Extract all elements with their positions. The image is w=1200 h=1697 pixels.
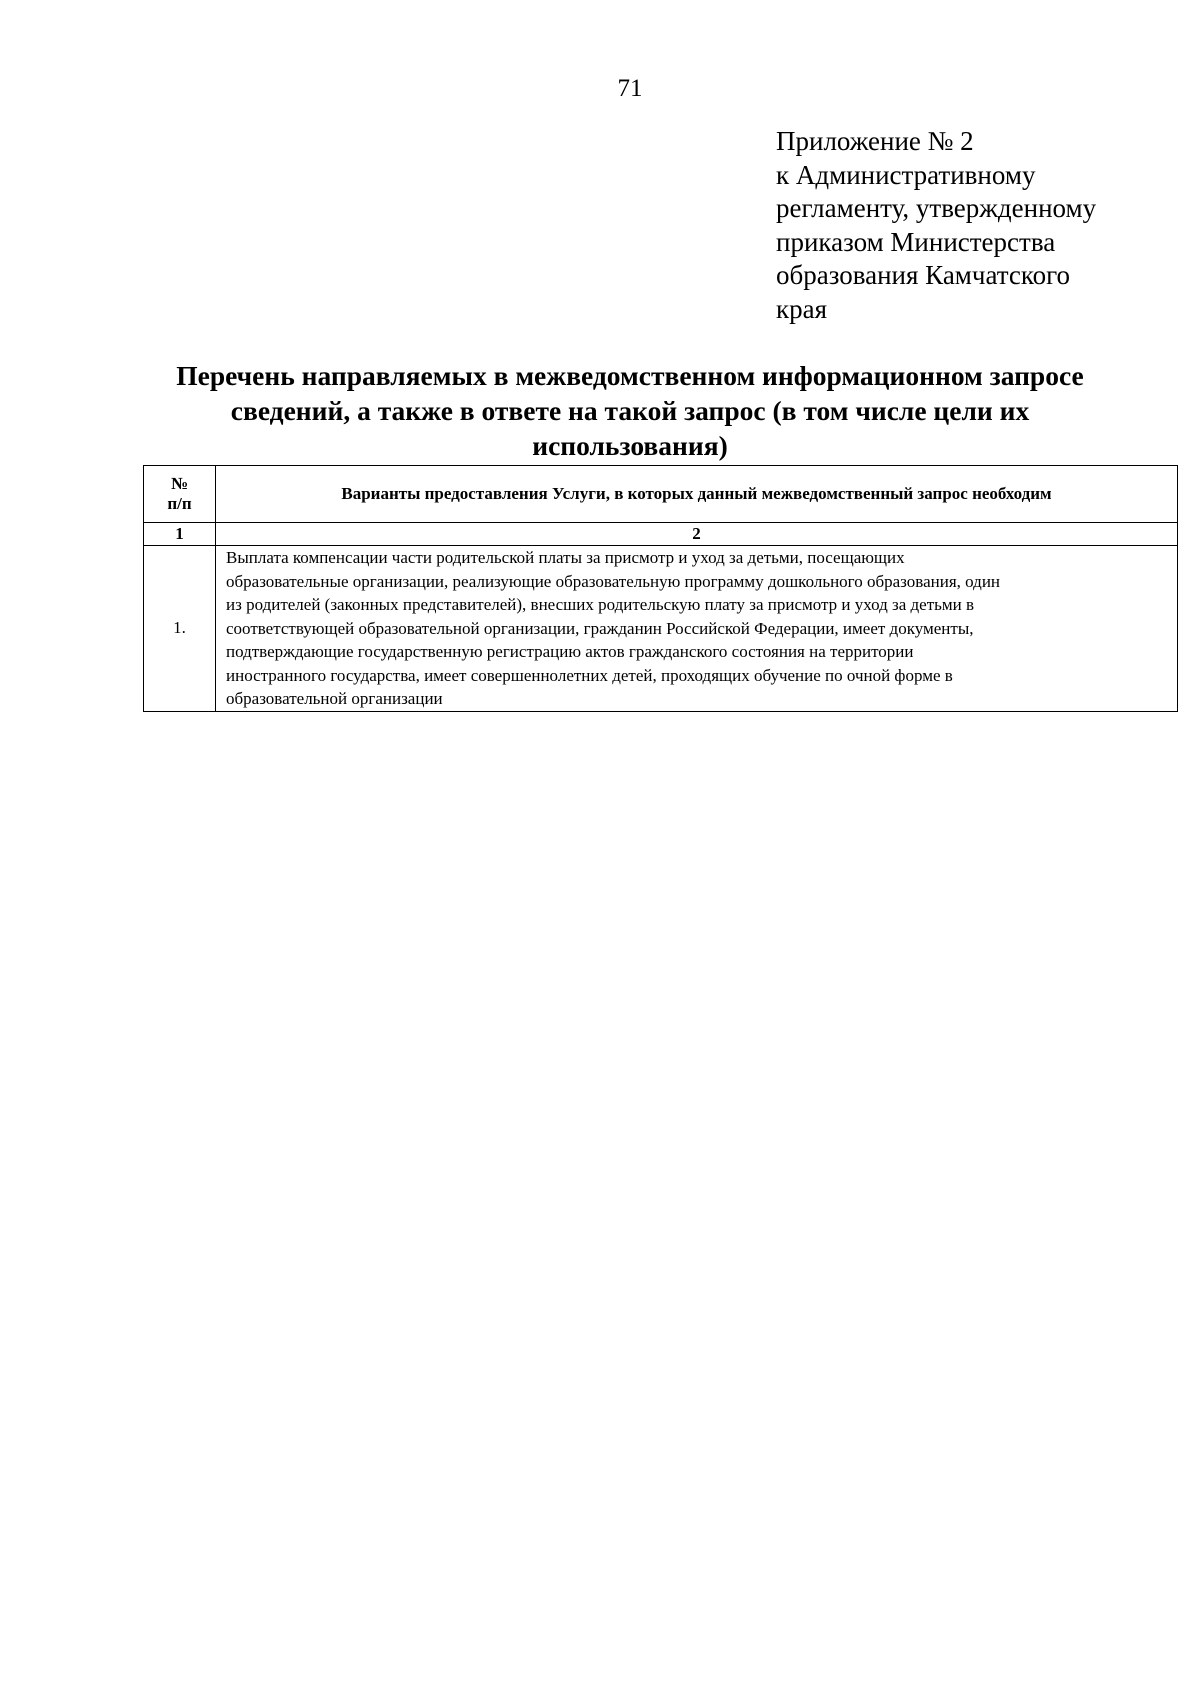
appendix-line: образования Камчатского bbox=[776, 260, 1071, 290]
document-title bbox=[130, 358, 1130, 463]
appendix-line: к Административному bbox=[776, 159, 1036, 190]
appendix-line: приказом Министерства bbox=[776, 226, 1056, 257]
row-number: 1. bbox=[144, 546, 216, 712]
row-text-line: Выплата компенсации части родительской платы за присмотр и уход за детьми, посещающих bbox=[226, 548, 905, 567]
appendix-line: регламенту, утвержденному bbox=[776, 193, 1097, 223]
appendix-line: Приложение № 2 bbox=[776, 126, 974, 156]
row-variant-text bbox=[216, 546, 1178, 712]
header-number bbox=[144, 466, 216, 523]
table-header-row bbox=[144, 466, 1178, 523]
title-line: использования) bbox=[532, 430, 728, 461]
row-text-line: образовательной организации bbox=[226, 689, 443, 708]
header-number-abbr: п/п bbox=[167, 494, 192, 513]
page-number: 71 bbox=[617, 75, 643, 102]
header-number-symbol: № bbox=[170, 474, 189, 493]
row-text-line: из родителей (законных представителей), внесших родительскую плату за присмотр и уход за детьми в bbox=[226, 595, 975, 614]
column-index-cell: 1 bbox=[144, 523, 216, 546]
row-text-line: подтверждающие государственную регистрацию актов гражданского состояния на территории bbox=[226, 642, 914, 661]
column-index-cell: 2 bbox=[216, 523, 1178, 546]
column-index-row bbox=[144, 523, 1178, 546]
row-text-line: образовательные организации, реализующие образовательную программу дошкольного образования, один bbox=[226, 571, 1001, 591]
row-text-line: иностранного государства, имеет совершеннолетних детей, проходящих обучение по очной форме в bbox=[226, 665, 953, 685]
table-row bbox=[144, 546, 1178, 712]
appendix-note bbox=[776, 125, 1156, 326]
appendix-line: края bbox=[776, 293, 828, 324]
title-line: Перечень направляемых в межведомственном информационном запросе bbox=[176, 360, 1084, 391]
title-line: сведений, а также в ответе на такой запрос (в том числе цели их bbox=[230, 395, 1030, 426]
row-text-line: соответствующей образовательной организации, гражданин Российской Федерации, имеет документы, bbox=[226, 618, 974, 638]
header-variants: Варианты предоставления Услуги, в которых данный межведомственный запрос необходим bbox=[216, 466, 1178, 523]
request-table bbox=[143, 465, 1178, 712]
